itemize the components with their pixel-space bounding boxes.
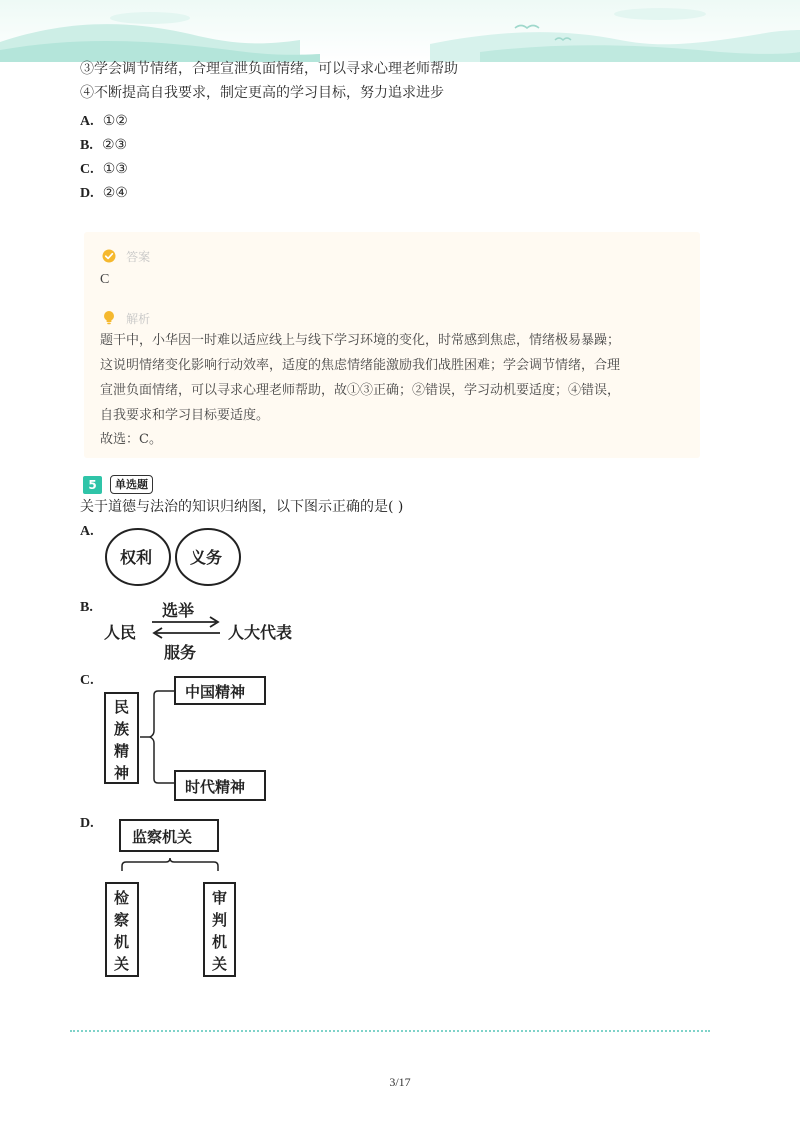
header-decoration (0, 0, 800, 62)
option-b[interactable] (80, 134, 127, 154)
chinese-spirit-label: 中国精神 (185, 683, 246, 701)
explanation-header (102, 308, 150, 327)
procuratorate-char: 察 (114, 911, 130, 929)
era-spirit-label: 时代精神 (185, 778, 246, 796)
root-char: 精 (114, 742, 130, 760)
answer-header (102, 246, 150, 265)
option-a-diagram[interactable] (104, 528, 244, 588)
explanation-line: 自我要求和学习目标要适度。 (100, 408, 270, 423)
explanation-label: 解析 (126, 312, 151, 326)
rights-label: 权利 (120, 548, 153, 567)
deputies-label: 人大代表 (228, 623, 293, 642)
page-number: 3/17 (389, 1075, 411, 1089)
court-char: 判 (212, 911, 228, 929)
question-stem: 关于道德与法治的知识归纳图，以下图示正确的是( ) (80, 499, 404, 515)
check-badge-icon (102, 249, 116, 263)
statement-3: ③学会调节情绪，合理宣泄负面情绪，可以寻求心理老师帮助 (80, 61, 458, 77)
option-c-diagram[interactable] (104, 676, 270, 804)
court-char: 关 (212, 955, 228, 973)
arrows-icon (150, 616, 222, 640)
option-a-letter: A. (80, 524, 94, 539)
duties-label: 义务 (190, 548, 223, 567)
option-b-diagram[interactable] (104, 598, 304, 660)
answer-value: C (100, 272, 110, 287)
option-text: ②③ (101, 137, 128, 153)
option-letter: B. (80, 138, 93, 153)
question-number-badge: 5 (83, 476, 102, 494)
option-text: ②④ (102, 185, 128, 201)
serve-label: 服务 (164, 643, 197, 662)
option-d-letter: D. (80, 816, 94, 831)
root-char: 族 (114, 720, 130, 738)
answer-label: 答案 (126, 250, 151, 264)
explanation-line: 题干中，小华因一时难以适应线上与线下学习环境的变化，时常感到焦虑，情绪极易暴躁； (100, 333, 621, 348)
option-a[interactable] (80, 110, 128, 130)
footer-divider (70, 1030, 710, 1032)
option-c-letter: C. (80, 673, 94, 688)
lightbulb-icon (102, 310, 116, 325)
procuratorate-char: 检 (114, 889, 130, 907)
question-type-tag: 单选题 (110, 475, 153, 494)
court-char: 机 (212, 933, 228, 951)
option-d[interactable] (80, 182, 128, 202)
option-b-letter: B. (80, 600, 93, 615)
brace-icon (122, 858, 218, 871)
brace-icon (150, 691, 174, 783)
root-char: 民 (114, 698, 130, 716)
supervisory-label: 监察机关 (132, 828, 193, 846)
option-letter: D. (80, 186, 94, 201)
option-letter: C. (80, 162, 94, 177)
option-d-diagram[interactable] (104, 818, 238, 980)
procuratorate-char: 机 (114, 933, 130, 951)
explanation-line: 宣泄负面情绪，可以寻求心理老师帮助，故①③正确；②错误，学习动机要适度；④错误， (100, 383, 621, 398)
option-letter: A. (80, 114, 94, 129)
statement-4: ④不断提高自我要求，制定更高的学习目标，努力追求进步 (80, 85, 444, 101)
root-char: 神 (114, 764, 130, 782)
court-char: 审 (212, 889, 228, 907)
option-c[interactable] (80, 158, 128, 178)
option-text: ①③ (102, 161, 128, 177)
landscape-banner-illustration (0, 0, 800, 62)
explanation-line: 这说明情绪变化影响行动效率，适度的焦虑情绪能激励我们战胜困难；学会调节情绪，合理 (100, 358, 621, 373)
explanation-conclusion: 故选：C。 (100, 432, 162, 447)
option-text: ①② (102, 113, 128, 129)
elect-label: 选举 (162, 601, 195, 620)
procuratorate-char: 关 (114, 955, 130, 973)
people-label: 人民 (104, 623, 137, 642)
